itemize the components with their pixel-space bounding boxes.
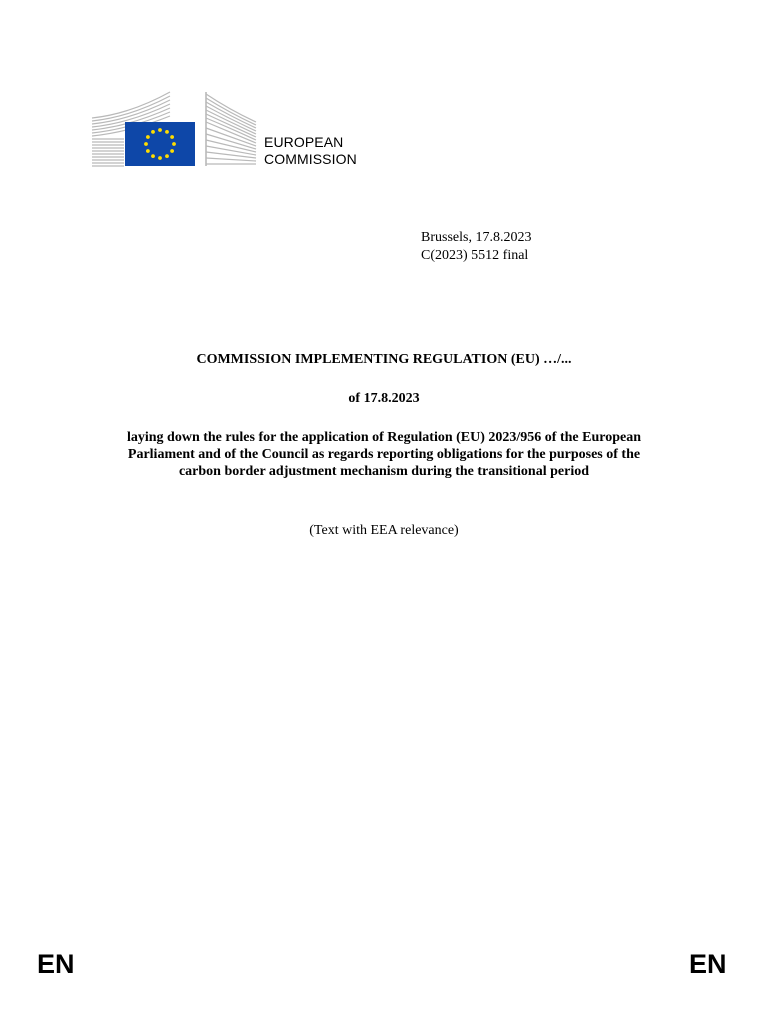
document-title: COMMISSION IMPLEMENTING REGULATION (EU) …/...: [196, 352, 572, 367]
document-subject-line: Parliament and of the Council as regards reporting obligations for the purposes of the: [127, 447, 641, 462]
building-right-wing: [206, 92, 256, 166]
document-subject-line: carbon border adjustment mechanism during the transitional period: [178, 464, 590, 479]
document-reference: C(2023) 5512 final: [421, 248, 529, 263]
language-code-right: EN: [689, 949, 727, 979]
place-date: Brussels, 17.8.2023: [421, 230, 532, 245]
document-date-line: of 17.8.2023: [348, 391, 420, 406]
document-subject-line: laying down the rules for the application of Regulation (EU) 2023/956 of the European: [126, 430, 641, 445]
language-code-left: EN: [37, 949, 75, 979]
organization-name-line1: EUROPEAN: [264, 134, 344, 150]
document-meta: [421, 229, 531, 265]
eea-relevance-note: (Text with EEA relevance): [309, 523, 459, 538]
document-subject: [0, 429, 768, 480]
european-commission-logo-icon: [90, 88, 270, 170]
organization-name-line2: COMMISSION: [264, 151, 357, 167]
organization-name: [264, 134, 357, 168]
